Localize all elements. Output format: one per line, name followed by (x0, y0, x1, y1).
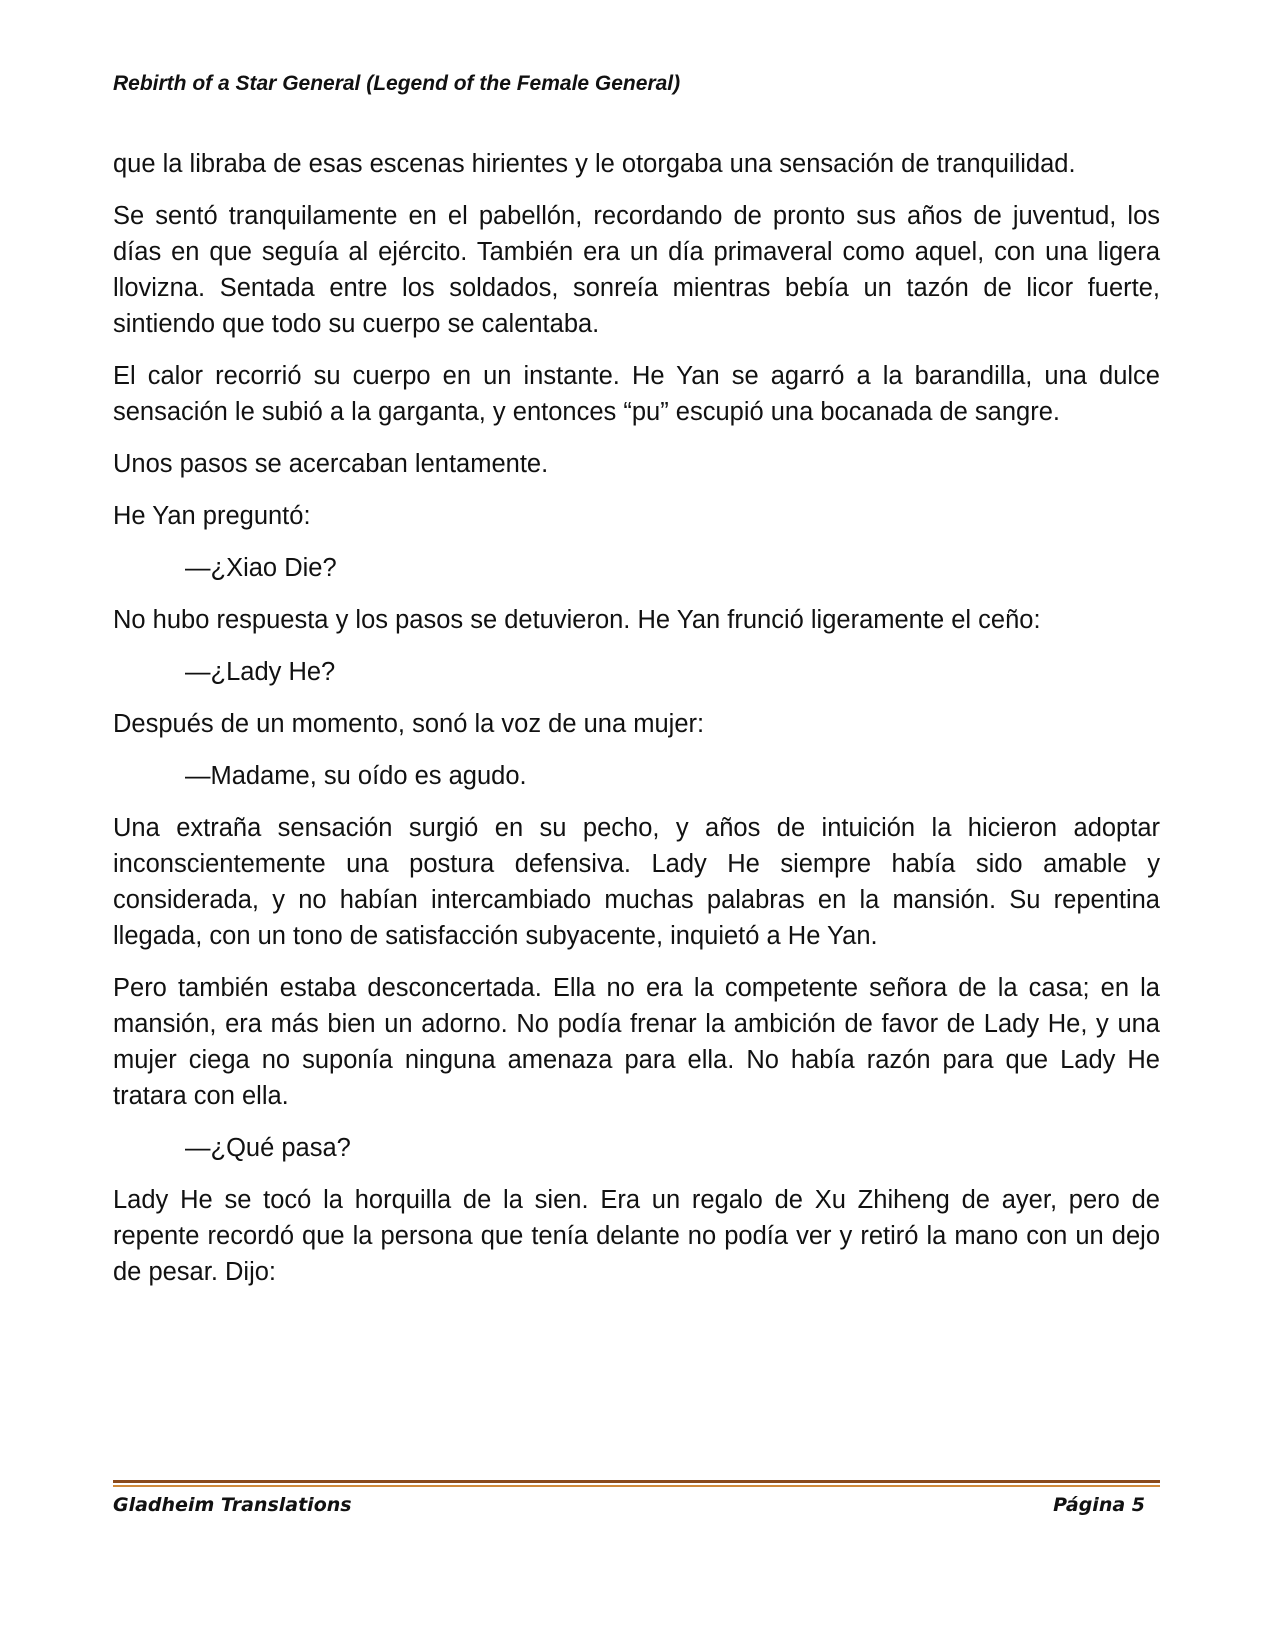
dialog-line: —¿Lady He? (185, 658, 336, 686)
paragraph: No hubo respuesta y los pasos se detuvieron. He Yan frunció ligeramente el ceño: (113, 606, 1041, 634)
dialog-line: —¿Xiao Die? (185, 554, 337, 582)
dialog-line: —¿Qué pasa? (185, 1134, 351, 1162)
paragraph: Unos pasos se acercaban lentamente. (113, 450, 549, 478)
footer-publisher: Gladheim Translations (113, 1494, 352, 1516)
footer-divider-accent (113, 1485, 1160, 1487)
dialog-line: —Madame, su oído es agudo. (185, 762, 527, 790)
paragraph: Se sentó tranquilamente en el pabellón, recordando de pronto sus años de juventud, los días en que seguía al ejército. También era un día primaveral como aquel, con una ligera llovizna. Sentada entre los soldados, sonreía mientras bebía un tazón de licor fuerte, sintiendo que todo su cuerpo se calentaba. (113, 202, 1160, 338)
paragraph: He Yan preguntó: (113, 502, 311, 530)
paragraph: Después de un momento, sonó la voz de una mujer: (113, 710, 705, 738)
page-header-title: Rebirth of a Star General (Legend of the Female General) (113, 72, 681, 95)
paragraph: El calor recorrió su cuerpo en un instante. He Yan se agarró a la barandilla, una dulce sensación le subió a la garganta, y entonces “pu” escupió una bocanada de sangre. (113, 362, 1160, 426)
paragraph: Pero también estaba desconcertada. Ella no era la competente señora de la casa; en la mansión, era más bien un adorno. No podía frenar la ambición de favor de Lady He, y una mujer ciega no suponía ninguna amenaza para ella. No había razón para que Lady He tratara con ella. (113, 974, 1160, 1110)
paragraph: Una extraña sensación surgió en su pecho, y años de intuición la hicieron adoptar inconscientemente una postura defensiva. Lady He siempre había sido amable y considerada, y no habían intercambiado muchas palabras en la mansión. Su repentina llegada, con un tono de satisfacción subyacente, inquietó a He Yan. (113, 814, 1160, 950)
footer-page-number: Página 5 (1053, 1494, 1145, 1516)
paragraph: que la libraba de esas escenas hirientes y le otorgaba una sensación de tranquilidad. (113, 150, 1076, 178)
footer-divider (113, 1480, 1160, 1483)
paragraph: Lady He se tocó la horquilla de la sien. Era un regalo de Xu Zhiheng de ayer, pero de repente recordó que la persona que tenía delante no podía ver y retiró la mano con un dejo de pesar. Dijo: (113, 1186, 1160, 1286)
page-body (113, 146, 1160, 1306)
